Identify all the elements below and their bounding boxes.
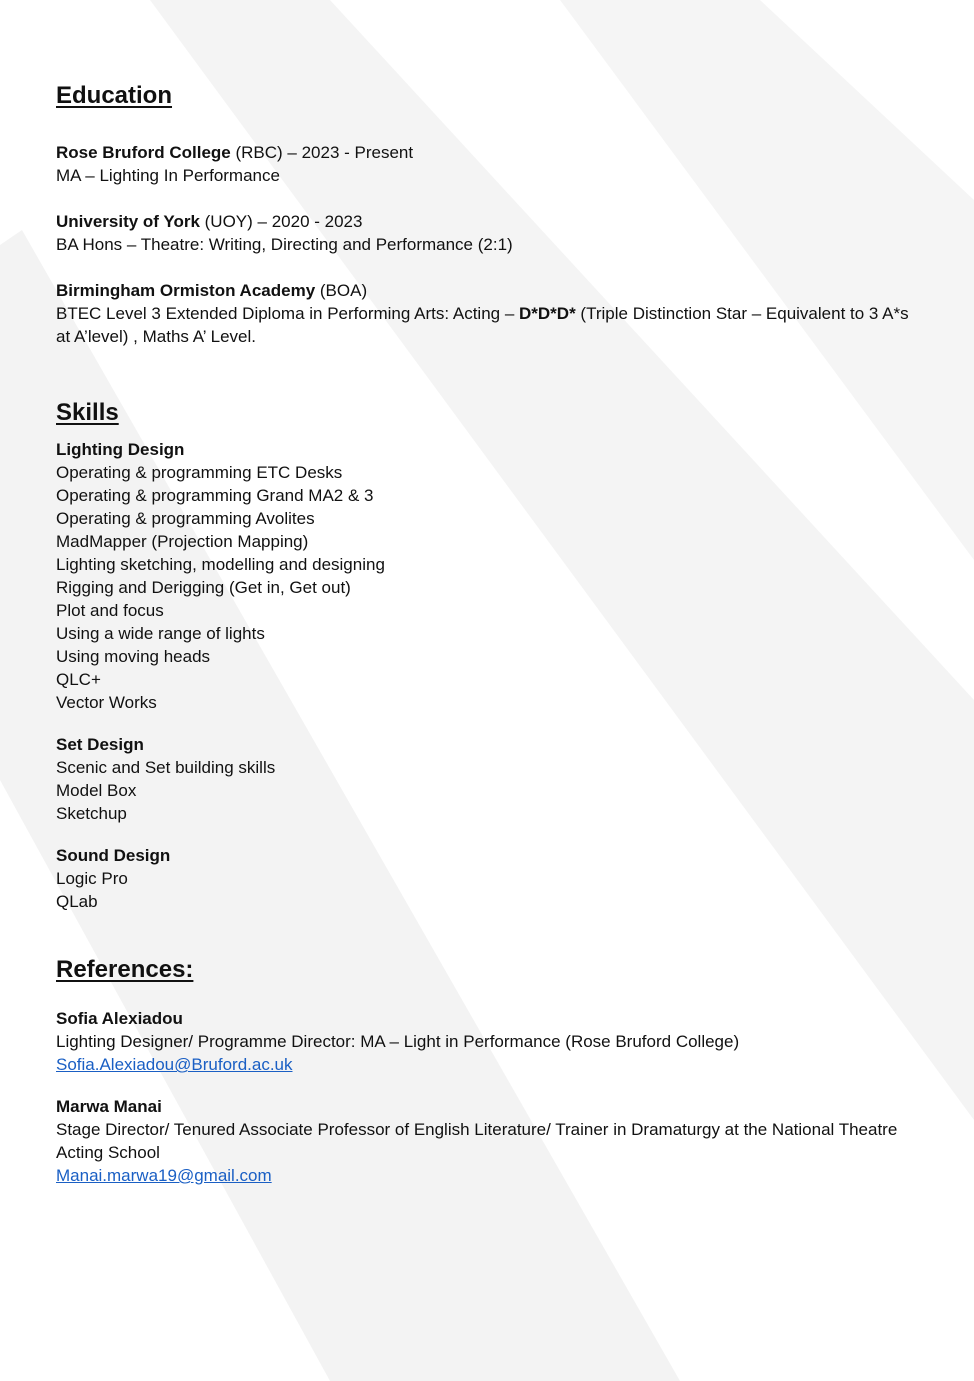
skill-group-lighting <box>56 438 916 714</box>
education-heading: Education <box>56 82 173 109</box>
institution-meta: (BOA) <box>315 281 368 300</box>
skill-item: Lighting sketching, modelling and designing <box>56 555 385 574</box>
institution-name: Birmingham Ormiston Academy <box>56 281 316 300</box>
skill-item: Operating & programming Avolites <box>56 509 315 528</box>
qualification-line: BTEC Level 3 Extended Diploma in Performing Arts: Acting – D*D*D* (Triple Distinction Star – Equivalent to 3 A*s at A’level) , Maths A’ Level. <box>56 304 909 346</box>
skills-section <box>56 397 916 913</box>
education-section <box>56 80 916 348</box>
reference-entry <box>56 1007 916 1076</box>
skill-item: Plot and focus <box>56 601 164 620</box>
skill-group-title: Sound Design <box>56 846 171 865</box>
skill-item: Model Box <box>56 781 137 800</box>
references-section <box>56 954 916 1187</box>
skill-group-title: Lighting Design <box>56 440 185 459</box>
skill-item: Logic Pro <box>56 869 128 888</box>
skill-item: Sketchup <box>56 804 127 823</box>
institution-meta: (RBC) – 2023 - Present <box>230 143 414 162</box>
skill-item: Using moving heads <box>56 647 211 666</box>
reference-role: Lighting Designer/ Programme Director: MA – Light in Performance (Rose Bruford College) <box>56 1032 740 1051</box>
institution-name: University of York <box>56 212 200 231</box>
degree-line: MA – Lighting In Performance <box>56 166 280 185</box>
reference-email-link[interactable]: Sofia.Alexiadou@Bruford.ac.uk <box>56 1055 293 1074</box>
skill-group-set <box>56 733 916 825</box>
reference-name: Sofia Alexiadou <box>56 1009 183 1028</box>
reference-email-link[interactable]: Manai.marwa19@gmail.com <box>56 1166 272 1185</box>
skill-item: Operating & programming Grand MA2 & 3 <box>56 486 374 505</box>
skill-item: MadMapper (Projection Mapping) <box>56 532 309 551</box>
reference-role: Stage Director/ Tenured Associate Professor of English Literature/ Trainer in Dramaturgy at the National Theatre Acting School <box>56 1120 898 1162</box>
skill-item: QLC+ <box>56 670 101 689</box>
references-heading: References: <box>56 956 194 983</box>
skill-item: Scenic and Set building skills <box>56 758 276 777</box>
skill-item: Operating & programming ETC Desks <box>56 463 343 482</box>
education-entry-boa <box>56 279 916 348</box>
skill-item: Using a wide range of lights <box>56 624 265 643</box>
institution-name: Rose Bruford College <box>56 143 231 162</box>
skill-item: QLab <box>56 892 98 911</box>
grade: D*D*D* <box>519 304 576 323</box>
resume-page <box>56 80 916 1187</box>
education-entry-rbc <box>56 141 916 187</box>
skill-group-sound <box>56 844 916 913</box>
degree-line: BA Hons – Theatre: Writing, Directing and Performance (2:1) <box>56 235 513 254</box>
skill-item: Rigging and Derigging (Get in, Get out) <box>56 578 351 597</box>
institution-meta: (UOY) – 2020 - 2023 <box>199 212 363 231</box>
reference-entry <box>56 1095 916 1187</box>
skills-heading: Skills <box>56 399 119 426</box>
skill-item: Vector Works <box>56 693 157 712</box>
reference-name: Marwa Manai <box>56 1097 162 1116</box>
education-entry-uoy <box>56 210 916 256</box>
skill-group-title: Set Design <box>56 735 144 754</box>
